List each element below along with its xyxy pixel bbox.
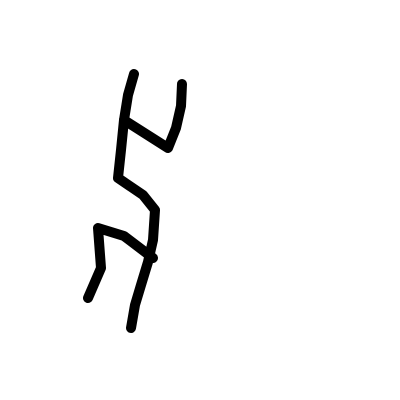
glyph-stroke-main [118,74,155,328]
